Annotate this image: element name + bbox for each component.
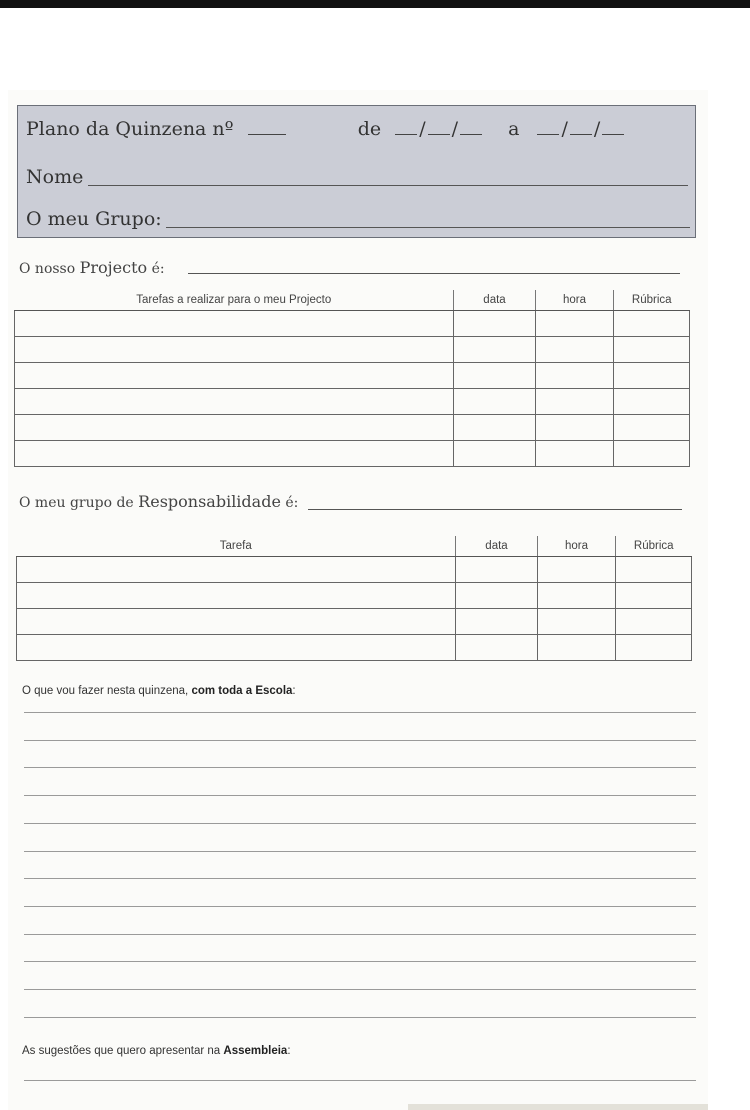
time-cell[interactable] (538, 583, 616, 609)
writing-line[interactable] (24, 851, 696, 852)
time-cell[interactable] (536, 363, 614, 389)
project-label-prefix: O nosso (19, 261, 76, 277)
date-cell[interactable] (454, 441, 536, 467)
writing-line[interactable] (24, 934, 696, 935)
time-cell[interactable] (536, 311, 614, 337)
header-box (17, 105, 696, 238)
task-cell[interactable] (17, 557, 456, 583)
school-label-bold: com toda a Escola (191, 685, 293, 697)
signature-cell[interactable] (614, 441, 690, 467)
signature-cell[interactable] (614, 363, 690, 389)
date-separator: / (561, 118, 568, 140)
from-month-blank[interactable] (428, 118, 450, 135)
table-row (15, 389, 690, 415)
task-cell[interactable] (15, 363, 454, 389)
responsibility-label-suffix: é: (285, 495, 299, 511)
to-year-blank[interactable] (602, 118, 624, 135)
plan-label: Plano da Quinzena nº (26, 118, 234, 140)
time-cell[interactable] (538, 635, 616, 661)
name-field[interactable] (88, 184, 688, 186)
to-day-blank[interactable] (537, 118, 559, 135)
task-cell[interactable] (15, 311, 454, 337)
from-year-blank[interactable] (460, 118, 482, 135)
table-header-row (17, 536, 692, 557)
project-label-word: Projecto (79, 258, 148, 277)
writing-line[interactable] (24, 712, 696, 713)
date-cell[interactable] (454, 389, 536, 415)
writing-line[interactable] (24, 906, 696, 907)
to-label: a (508, 118, 520, 140)
plan-row (26, 118, 624, 140)
project-tasks-table (14, 290, 690, 467)
responsibility-label (19, 492, 298, 511)
top-border (0, 0, 750, 8)
signature-cell[interactable] (616, 583, 692, 609)
project-field[interactable] (188, 272, 680, 274)
paper-stain (408, 1104, 708, 1110)
assembly-label-bold: Assembleia (223, 1045, 288, 1057)
table-row (17, 609, 692, 635)
table-row (17, 583, 692, 609)
writing-line[interactable] (24, 823, 696, 824)
table-row (17, 557, 692, 583)
date-cell[interactable] (456, 635, 538, 661)
task-column-header: Tarefa (17, 536, 456, 557)
date-separator: / (419, 118, 426, 140)
date-cell[interactable] (456, 583, 538, 609)
task-cell[interactable] (15, 389, 454, 415)
date-separator: / (593, 118, 601, 140)
worksheet (8, 90, 708, 1110)
task-cell[interactable] (15, 441, 454, 467)
writing-line[interactable] (24, 989, 696, 990)
name-row (26, 166, 83, 188)
task-cell[interactable] (15, 415, 454, 441)
responsibility-table (16, 536, 692, 661)
signature-cell[interactable] (614, 337, 690, 363)
date-column-header: data (456, 536, 538, 557)
project-label (19, 258, 165, 277)
table-row (15, 363, 690, 389)
group-row (26, 208, 162, 230)
responsibility-field[interactable] (308, 508, 682, 510)
date-cell[interactable] (454, 363, 536, 389)
time-cell[interactable] (536, 415, 614, 441)
group-field[interactable] (166, 226, 690, 228)
responsibility-label-word: Responsabilidade (138, 492, 281, 511)
plan-number-blank[interactable] (248, 118, 286, 135)
time-cell[interactable] (536, 389, 614, 415)
from-label: de (357, 118, 382, 140)
assembly-label-end: : (287, 1045, 291, 1057)
task-cell[interactable] (17, 609, 456, 635)
time-cell[interactable] (538, 609, 616, 635)
school-label-start: O que vou fazer nesta quinzena, (22, 685, 189, 697)
table-header-row (15, 290, 690, 311)
table-row (15, 311, 690, 337)
signature-cell[interactable] (616, 635, 692, 661)
table-row (15, 337, 690, 363)
assembly-section-label (22, 1045, 291, 1057)
signature-cell[interactable] (616, 609, 692, 635)
time-column-header: hora (536, 290, 614, 311)
date-cell[interactable] (456, 609, 538, 635)
task-cell[interactable] (15, 337, 454, 363)
school-section-label (22, 685, 296, 697)
name-label: Nome (26, 166, 84, 188)
date-separator: / (451, 118, 459, 140)
school-label-end: : (292, 685, 296, 697)
writing-line[interactable] (24, 1017, 696, 1018)
date-cell[interactable] (456, 557, 538, 583)
writing-line[interactable] (24, 961, 696, 962)
project-label-suffix: é: (151, 261, 165, 277)
writing-line[interactable] (24, 740, 696, 741)
task-cell[interactable] (17, 635, 456, 661)
table-row (17, 635, 692, 661)
signature-cell[interactable] (614, 415, 690, 441)
signature-cell[interactable] (614, 311, 690, 337)
time-cell[interactable] (536, 337, 614, 363)
writing-line[interactable] (24, 1080, 696, 1081)
signature-column-header: Rúbrica (616, 536, 692, 557)
time-cell[interactable] (538, 557, 616, 583)
signature-cell[interactable] (614, 389, 690, 415)
time-column-header: hora (538, 536, 616, 557)
date-column-header: data (454, 290, 536, 311)
date-cell[interactable] (454, 311, 536, 337)
date-cell[interactable] (454, 337, 536, 363)
tasks-column-header: Tarefas a realizar para o meu Projecto (15, 290, 454, 311)
table-row (15, 415, 690, 441)
writing-line[interactable] (24, 795, 696, 796)
responsibility-label-prefix: O meu grupo de (19, 495, 134, 511)
table-row (15, 441, 690, 467)
from-day-blank[interactable] (395, 118, 417, 135)
time-cell[interactable] (536, 441, 614, 467)
assembly-label-start: As sugestões que quero apresentar na (22, 1045, 221, 1057)
to-month-blank[interactable] (570, 118, 592, 135)
signature-column-header: Rúbrica (614, 290, 690, 311)
date-cell[interactable] (454, 415, 536, 441)
writing-line[interactable] (24, 767, 696, 768)
task-cell[interactable] (17, 583, 456, 609)
group-label: O meu Grupo: (26, 208, 162, 230)
writing-line[interactable] (24, 878, 696, 879)
signature-cell[interactable] (616, 557, 692, 583)
